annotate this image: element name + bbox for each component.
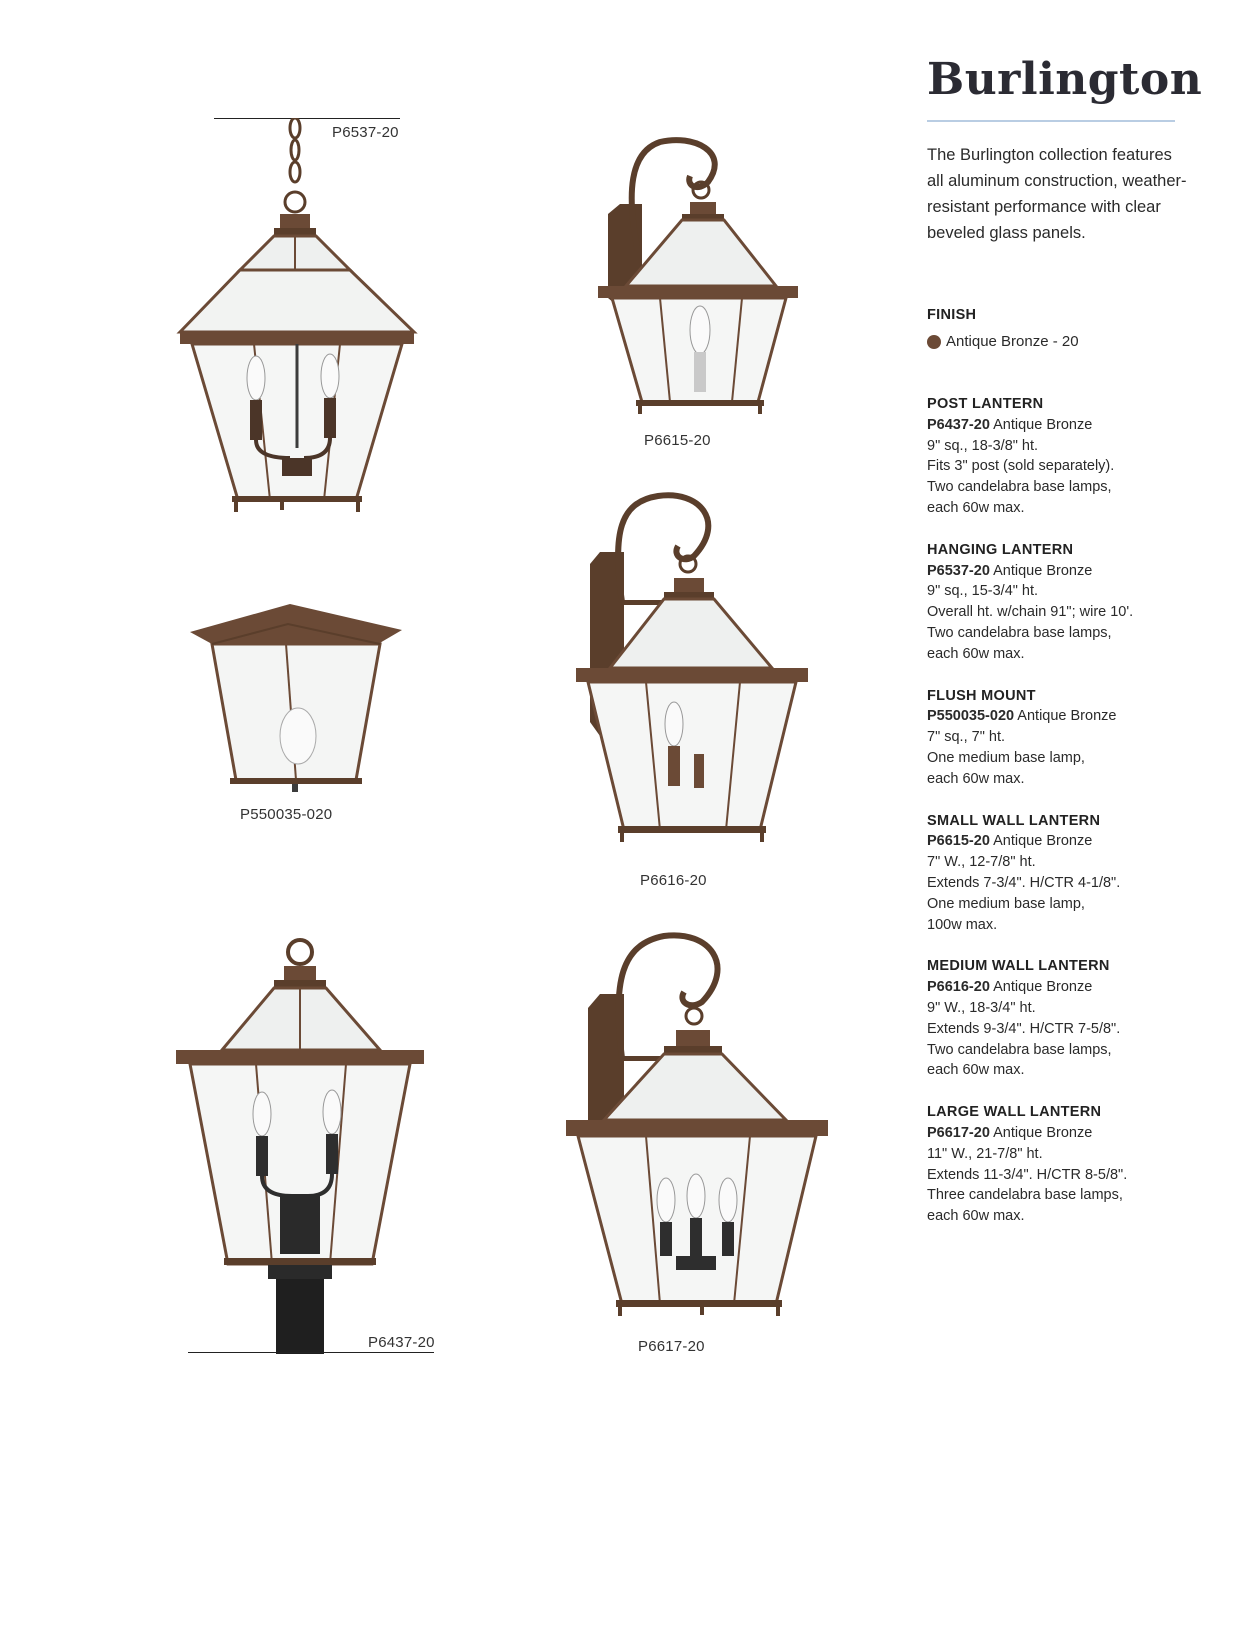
spec-model-line [927,415,1227,436]
spec-model-number: P6437-20 [927,416,990,433]
spec-detail-line: 9" sq., 18-3/8" ht. [927,437,1039,454]
photo-caption-medium-wall: P6616-20 [640,872,707,889]
hanging-lantern-photo [170,118,430,518]
small-wall-lantern-photo [598,132,808,422]
spec-detail-line: 9" W., 18-3/4" ht. [927,999,1036,1016]
spec-finish: Antique Bronze [989,562,1093,579]
photo-caption-large-wall: P6617-20 [638,1338,705,1355]
spec-model-line [927,706,1227,727]
spec-heading: LARGE WALL LANTERN [927,1104,1102,1121]
spec-detail-line: Extends 9-3/4". H/CTR 7-5/8". [927,1020,1121,1037]
large-wall-lantern-photo [564,930,834,1320]
finish-label: Antique Bronze - 20 [946,333,1079,350]
spec-model-number: P550035-020 [927,708,1015,725]
spec-model-number: P6617-20 [927,1124,990,1141]
spec-detail-line: each 60w max. [927,645,1025,662]
title-divider [927,120,1175,122]
spec-detail-line: Two candelabra base lamps, [927,479,1112,496]
spec-model-line [927,831,1227,852]
spec-detail-line: 11" W., 21-7/8" ht. [927,1145,1043,1162]
spec-heading: MEDIUM WALL LANTERN [927,958,1110,975]
collection-intro: The Burlington collection features all aluminum construction, weather-resistant performance with clear beveled glass panels. [927,146,1187,242]
spec-detail-line: Three candelabra base lamps, [927,1187,1123,1204]
spec-heading: SMALL WALL LANTERN [927,812,1101,829]
spec-model-line [927,1123,1227,1144]
finish-option [927,333,1079,350]
spec-detail-line: One medium base lamp, [927,895,1085,912]
spec-block [927,1102,1227,1227]
post-lantern-photo [170,938,430,1354]
spec-detail-line: 7" sq., 7" ht. [927,729,1006,746]
spec-model-line [927,561,1227,582]
spec-detail-line: Extends 11-3/4". H/CTR 8-5/8". [927,1166,1128,1183]
spec-finish: Antique Bronze [989,416,1093,433]
collection-title: Burlington [927,54,1203,105]
spec-heading: HANGING LANTERN [927,541,1074,558]
ground-line [188,1352,434,1353]
spec-finish: Antique Bronze [1014,708,1117,725]
photo-caption-small-wall: P6615-20 [644,432,711,449]
spec-block [927,686,1227,790]
spec-detail-line: One medium base lamp, [927,749,1085,766]
medium-wall-lantern-photo [576,492,816,848]
spec-finish: Antique Bronze [989,979,1093,996]
spec-model-number: P6537-20 [927,562,990,579]
spec-block [927,956,1227,1081]
spec-detail-line: 7" W., 12-7/8" ht. [927,854,1036,871]
spec-list [927,394,1227,1248]
spec-detail-line: Extends 7-3/4". H/CTR 4-1/8". [927,874,1121,891]
spec-heading: POST LANTERN [927,396,1044,412]
spec-block [927,540,1227,665]
finish-heading: FINISH [927,307,977,323]
spec-detail-line: Overall ht. w/chain 91"; wire 10'. [927,604,1134,621]
spec-detail-line: Two candelabra base lamps, [927,1041,1112,1058]
photo-caption-post: P6437-20 [368,1334,435,1351]
flush-mount-photo [190,604,410,794]
spec-detail-line: Fits 3" post (sold separately). [927,458,1115,475]
spec-block [927,811,1227,936]
spec-detail-line: 100w max. [927,916,998,933]
spec-detail-line: each 60w max. [927,1062,1025,1079]
photo-caption-hanging: P6537-20 [332,124,399,141]
spec-model-number: P6615-20 [927,833,990,850]
spec-heading: FLUSH MOUNT [927,687,1036,704]
spec-finish: Antique Bronze [989,833,1093,850]
spec-model-line [927,977,1227,998]
spec-block [927,394,1227,519]
spec-finish: Antique Bronze [989,1124,1093,1141]
spec-detail-line: each 60w max. [927,770,1025,787]
spec-detail-line: each 60w max. [927,499,1025,516]
spec-detail-line: 9" sq., 15-3/4" ht. [927,583,1039,600]
spec-detail-line: Two candelabra base lamps, [927,624,1112,641]
spec-model-number: P6616-20 [927,979,990,996]
photo-caption-flush: P550035-020 [240,806,333,823]
finish-swatch-icon [927,335,941,349]
spec-detail-line: each 60w max. [927,1208,1025,1225]
